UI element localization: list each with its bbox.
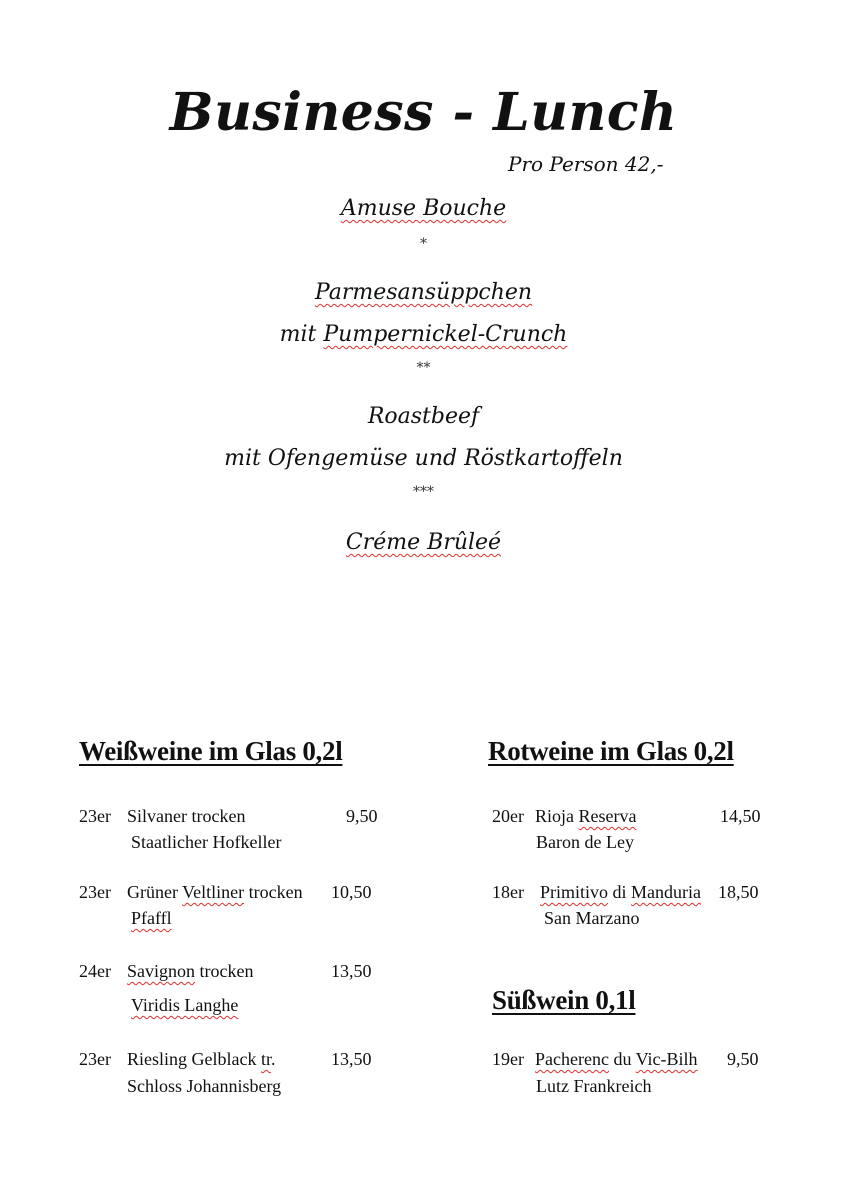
wine-name: Silvaner trocken — [127, 806, 246, 826]
course-soup: Parmesansüppchen — [314, 280, 533, 305]
wine-price: 9,50 — [346, 806, 378, 826]
wine-name: Savignon trocken — [127, 961, 254, 981]
wine-name: Rioja Reserva — [535, 806, 637, 826]
page-title: Business - Lunch — [169, 82, 678, 143]
course-roastbeef-detail: mit Ofengemüse und Röstkartoffeln — [224, 446, 623, 471]
wine-price: 14,50 — [720, 806, 761, 826]
wine-year: 18er — [492, 882, 524, 902]
wine-producer: Baron de Ley — [536, 832, 634, 852]
wine-name: Riesling Gelblack tr. — [127, 1049, 276, 1069]
wine-name: Pacherenc du Vic-Bilh — [535, 1049, 698, 1069]
course-dessert: Créme Brûleé — [345, 530, 502, 555]
wine-producer: San Marzano — [544, 908, 640, 928]
wine-producer: Viridis Langhe — [131, 995, 239, 1015]
separator-1: * — [420, 236, 427, 252]
sweet-wine-heading: Süßwein 0,1l — [492, 985, 636, 1015]
wine-name: Primitivo di Manduria — [540, 882, 702, 902]
wine-price: 9,50 — [727, 1049, 759, 1069]
wine-price: 13,50 — [331, 961, 372, 981]
course-soup-detail: mit Pumpernickel-Crunch — [279, 322, 568, 347]
wine-producer: Schloss Johannisberg — [127, 1076, 282, 1096]
price-per-person: Pro Person 42,- — [508, 152, 664, 176]
wine-year: 19er — [492, 1049, 524, 1069]
wine-price: 10,50 — [331, 882, 372, 902]
wine-name: Grüner Veltliner trocken — [127, 882, 303, 902]
course-roastbeef: Roastbeef — [367, 404, 480, 429]
wine-year: 23er — [79, 882, 111, 902]
white-wine-heading: Weißweine im Glas 0,2l — [79, 736, 343, 766]
red-wine-heading: Rotweine im Glas 0,2l — [488, 736, 734, 766]
separator-3: *** — [413, 484, 434, 500]
wine-producer: Lutz Frankreich — [536, 1076, 652, 1096]
wine-year: 20er — [492, 806, 524, 826]
wine-price: 13,50 — [331, 1049, 372, 1069]
wine-year: 24er — [79, 961, 111, 981]
wine-price: 18,50 — [718, 882, 759, 902]
course-amuse-bouche: Amuse Bouche — [340, 196, 507, 221]
wine-producer: Pfaffl — [131, 908, 172, 928]
wine-year: 23er — [79, 806, 111, 826]
wine-producer: Staatlicher Hofkeller — [131, 832, 282, 852]
wine-year: 23er — [79, 1049, 111, 1069]
separator-2: ** — [416, 360, 431, 376]
